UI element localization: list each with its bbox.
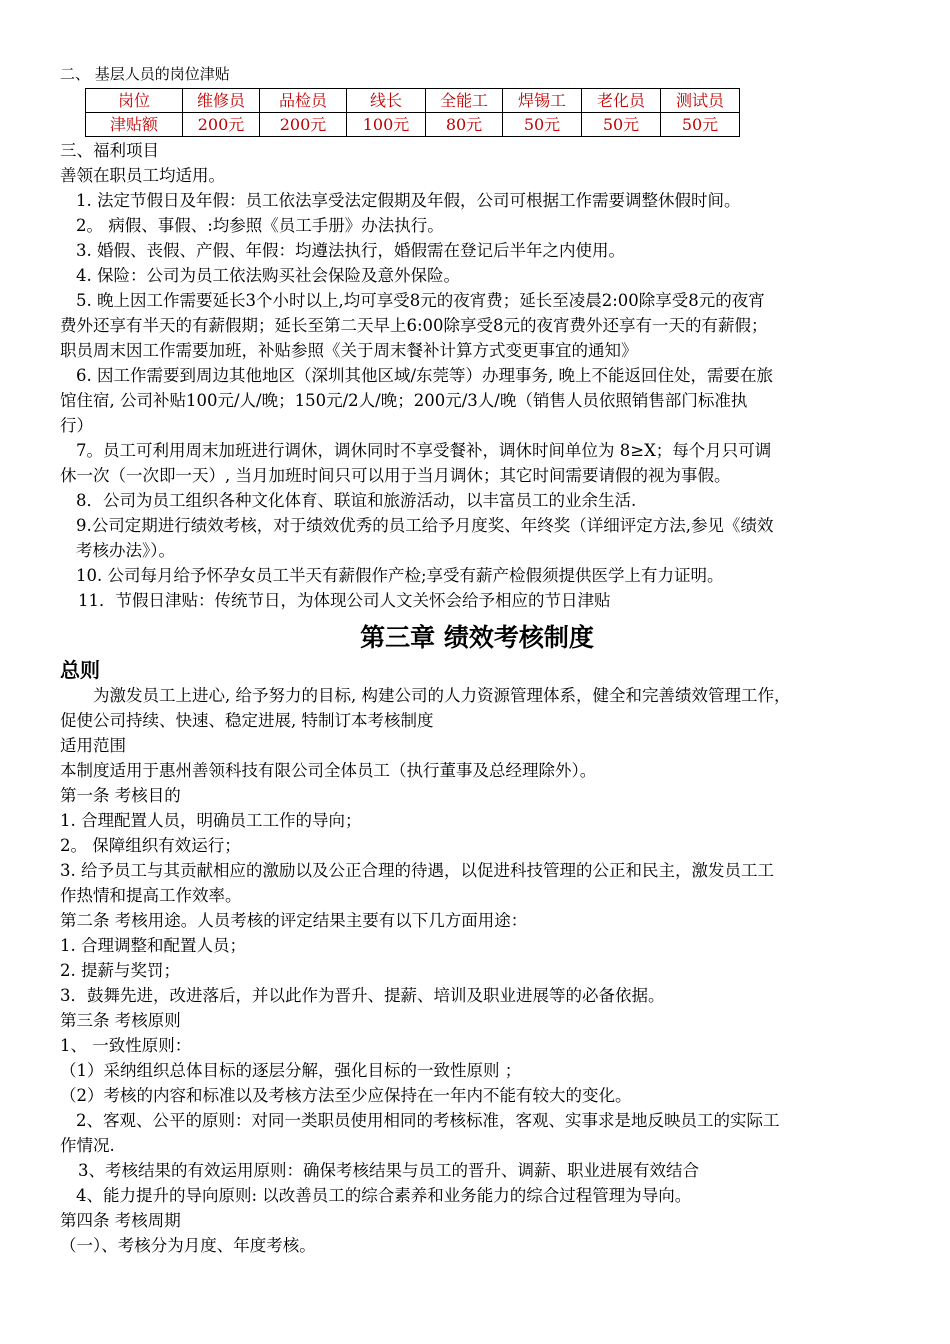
article-2-item-2: 2. 提薪与奖罚； [60,961,180,980]
welfare-item-9-line-1: 9.公司定期进行绩效考核，对于绩效优秀的员工给予月度奖、年终奖（详细评定方法,参见《绩效 [76,516,774,535]
article-2-item-1: 1. 合理调整和配置人员； [60,936,246,955]
article-4-title: 第四条 考核周期 [60,1211,181,1230]
welfare-item-1: 1. 法定节假日及年假：员工依法享受法定假期及年假，公司可根据工作需要调整休假时间。 [76,191,741,210]
article-3-principle-2-line-1: 2、客观、公平的原则：对同一类职员使用相同的考核标准，客观、实事求是地反映员工的实际工 [76,1111,780,1130]
welfare-item-6-line-3: 行） [60,416,93,435]
article-4-item-1: （一）、考核分为月度、年度考核。 [60,1236,316,1255]
welfare-item-10: 10. 公司每月给予怀孕女员工半天有薪假作产检;享受有薪产检假须提供医学上有力证明。 [76,566,724,585]
chapter-title: 第三章 绩效考核制度 [360,623,594,652]
article-2-title: 第二条 考核用途。人员考核的评定结果主要有以下几方面用途： [60,911,528,930]
article-3-principle-2-line-2: 作情况. [60,1136,115,1155]
article-3-principle-1-sub-2: （2）考核的内容和标准以及考核方法至少应保持在一年内不能有较大的变化。 [60,1086,632,1105]
scope-text: 本制度适用于惠州善领科技有限公司全体员工（执行董事及总经理除外）。 [60,761,597,780]
article-1-item-3-line-1: 3. 给予员工与其贡献相应的激励以及公正合理的待遇，以促进科技管理的公正和民主，激发员工工 [60,861,774,880]
table-cell: 线长 [347,89,426,113]
table-cell: 测试员 [661,89,740,113]
general-paragraph-line-1: 为激发员工上进心, 给予努力的目标, 构建公司的人力资源管理体系，健全和完善绩效管理工作， [93,686,791,705]
table-cell: 50元 [661,113,740,137]
welfare-item-5-line-2: 费外还享有半天的有薪假期；延长至第二天早上6:00除享受8元的夜宵费外还享有一天的有薪假； [60,316,768,335]
table-cell: 100元 [347,113,426,137]
welfare-item-8: 8．公司为员工组织各种文化体育、联谊和旅游活动，以丰富员工的业余生活. [76,491,637,510]
welfare-item-7-line-1: 7。员工可利用周末加班进行调休，调休同时不享受餐补，调休时间单位为 8≥X；每个月只可调 [76,441,772,460]
article-2-item-3: 3．鼓舞先进，改进落后，并以此作为晋升、提薪、培训及职业进展等的必备依据。 [60,986,665,1005]
article-1-item-1: 1. 合理配置人员，明确员工工作的导向； [60,811,362,830]
welfare-item-2: 2。 病假、事假、:均参照《员工手册》办法执行。 [76,216,444,235]
welfare-item-7-line-2: 休一次（一次即一天）, 当月加班时间只可以用于当月调休；其它时间需要请假的视为事假。 [60,466,731,485]
article-3-principle-1-sub-1: （1）采纳组织总体目标的逐层分解，强化目标的一致性原则 ； [60,1061,522,1080]
welfare-item-6-line-2: 馆住宿, 公司补贴100元/人/晚；150元/2人/晚；200元/3人/晚（销售人员依照销售部门标准执 [60,391,748,410]
article-3-principle-1: 1、 一致性原则： [60,1036,192,1055]
document-page [60,62,894,1258]
table-cell: 50元 [582,113,661,137]
table-cell: 维修员 [183,89,260,113]
article-3-principle-3: 3、考核结果的有效运用原则：确保考核结果与员工的晋升、调薪、职业进展有效结合 [78,1161,699,1180]
welfare-item-5-line-1: 5. 晚上因工作需要延长3个小时以上,均可享受8元的夜宵费；延长至凌晨2:00除享受8元的夜宵 [76,291,765,310]
table-cell: 全能工 [426,89,503,113]
welfare-item-11: 11．节假日津贴：传统节日，为体现公司人文关怀会给予相应的节日津贴 [78,591,611,610]
general-paragraph-line-2: 促使公司持续、快速、稳定进展, 特制订本考核制度 [60,711,434,730]
welfare-item-6-line-1: 6. 因工作需要到周边其他地区（深圳其他区域/东莞等）办理事务, 晚上不能返回住处，需要在旅 [76,366,774,385]
table-cell: 80元 [426,113,503,137]
table-row [86,89,740,113]
section-3-title: 三、福利项目 [60,141,159,160]
general-title: 总则 [60,658,100,682]
table-header-cell: 岗位 [86,89,183,113]
section-3-scope: 善领在职员工均适用。 [60,166,225,185]
welfare-item-4: 4. 保险：公司为员工依法购买社会保险及意外保险。 [76,266,460,285]
table-cell: 200元 [260,113,347,137]
scope-title: 适用范围 [60,736,126,755]
allowance-table [85,88,740,137]
article-3-title: 第三条 考核原则 [60,1011,181,1030]
welfare-item-3: 3. 婚假、丧假、产假、年假：均遵法执行，婚假需在登记后半年之内使用。 [76,241,625,260]
table-cell: 200元 [183,113,260,137]
table-row [86,113,740,137]
table-header-cell: 津贴额 [86,113,183,137]
table-cell: 品检员 [260,89,347,113]
welfare-item-5-line-3: 职员周末因工作需要加班，补贴参照《关于周末餐补计算方式变更事宜的通知》 [60,341,638,360]
table-cell: 老化员 [582,89,661,113]
article-3-principle-4: 4、能力提升的导向原则: 以改善员工的综合素养和业务能力的综合过程管理为导向。 [76,1186,692,1205]
table-cell: 焊锡工 [503,89,582,113]
article-1-item-3-line-2: 作热情和提高工作效率。 [60,886,242,905]
section-2-title: 二、 基层人员的岗位津贴 [60,65,230,83]
table-cell: 50元 [503,113,582,137]
welfare-item-9-line-2: 考核办法》）。 [76,541,175,560]
article-1-title: 第一条 考核目的 [60,786,181,805]
article-1-item-2: 2。 保障组织有效运行； [60,836,241,855]
